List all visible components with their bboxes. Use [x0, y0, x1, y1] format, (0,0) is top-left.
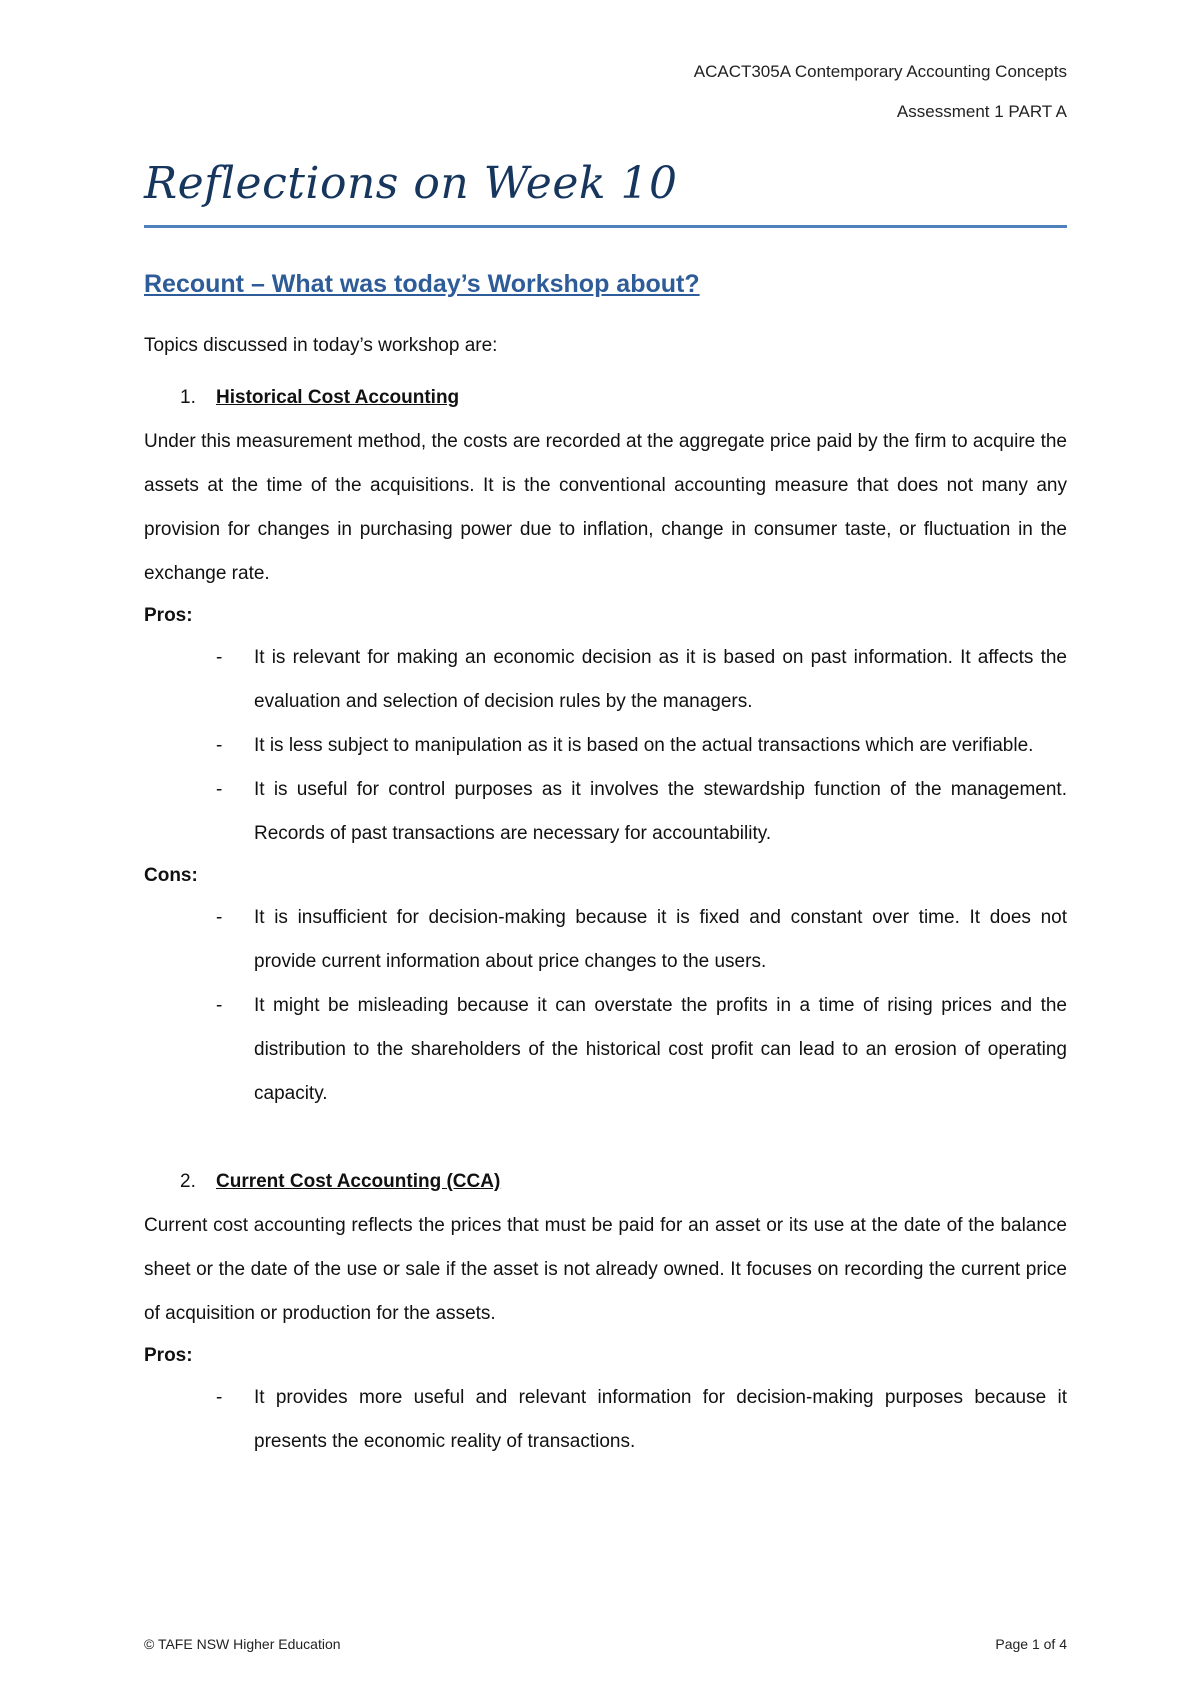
bullet-dash: -	[216, 735, 223, 756]
topic2-pros-label: Pros:	[144, 1345, 193, 1366]
recount-heading: Recount – What was today’s Workshop about?	[144, 270, 700, 298]
bullet-dash: -	[216, 995, 223, 1016]
list-item	[144, 896, 1067, 984]
footer-page-number: Page 1 of 4	[995, 1636, 1067, 1652]
list-item	[144, 724, 1067, 768]
topic2-number: 2.	[180, 1171, 196, 1192]
section-spacer	[144, 1116, 1067, 1160]
document-body	[144, 264, 1067, 1464]
list-item	[144, 984, 1067, 1116]
list-item	[144, 1376, 1067, 1464]
header-course: ACACT305A Contemporary Accounting Concepts	[693, 62, 1067, 81]
topic2-body: Current cost accounting reflects the prices that must be paid for an asset or its use at the date of the balance sheet or the date of the use or sale if the asset is not already owned. It focuses on recording the current price of acquisition or production for the assets.	[144, 1215, 1067, 1324]
topic1-heading	[144, 376, 1067, 420]
intro-text: Topics discussed in today’s workshop are:	[144, 335, 498, 356]
topic1-cons-label: Cons:	[144, 865, 198, 886]
title-divider	[144, 225, 1067, 228]
bullet-dash: -	[216, 907, 223, 928]
topic1-title: Historical Cost Accounting	[216, 387, 460, 408]
topic1-pro-1: It is relevant for making an economic decision as it is based on past information. It affects the evaluation and selection of decision rules by the managers.	[254, 647, 1067, 712]
topic1-pro-2: It is less subject to manipulation as it is based on the actual transactions which are verifiable.	[254, 735, 1034, 756]
bullet-dash: -	[216, 1387, 223, 1408]
topic2-heading	[144, 1160, 1067, 1204]
topic1-pros-label: Pros:	[144, 605, 193, 626]
topic1-number: 1.	[180, 387, 196, 408]
list-item	[144, 768, 1067, 856]
topic2-pro-1: It provides more useful and relevant information for decision-making purposes because it presents the economic reality of transactions.	[254, 1387, 1067, 1452]
bullet-dash: -	[216, 647, 223, 668]
topic1-con-1: It is insufficient for decision-making because it is fixed and constant over time. It does not provide current information about price changes to the users.	[254, 907, 1067, 972]
topic1-con-2: It might be misleading because it can overstate the profits in a time of rising prices and the distribution to the shareholders of the historical cost profit can lead to an erosion of operating capacity.	[254, 995, 1067, 1104]
header-assessment: Assessment 1 PART A	[896, 102, 1067, 121]
topic2-title: Current Cost Accounting (CCA)	[216, 1171, 501, 1192]
topic1-body: Under this measurement method, the costs are recorded at the aggregate price paid by the firm to acquire the assets at the time of the acquisitions. It is the conventional accounting measure that does not many any provision for changes in purchasing power due to inflation, change in consumer taste, or fluctuation in the exchange rate.	[144, 431, 1067, 584]
page-title: Reflections on Week 10	[144, 158, 678, 209]
bullet-dash: -	[216, 779, 223, 800]
footer-copyright: © TAFE NSW Higher Education	[144, 1636, 341, 1652]
topic1-pro-3: It is useful for control purposes as it involves the stewardship function of the management. Records of past transactions are necessary for accountability.	[254, 779, 1067, 844]
list-item	[144, 636, 1067, 724]
